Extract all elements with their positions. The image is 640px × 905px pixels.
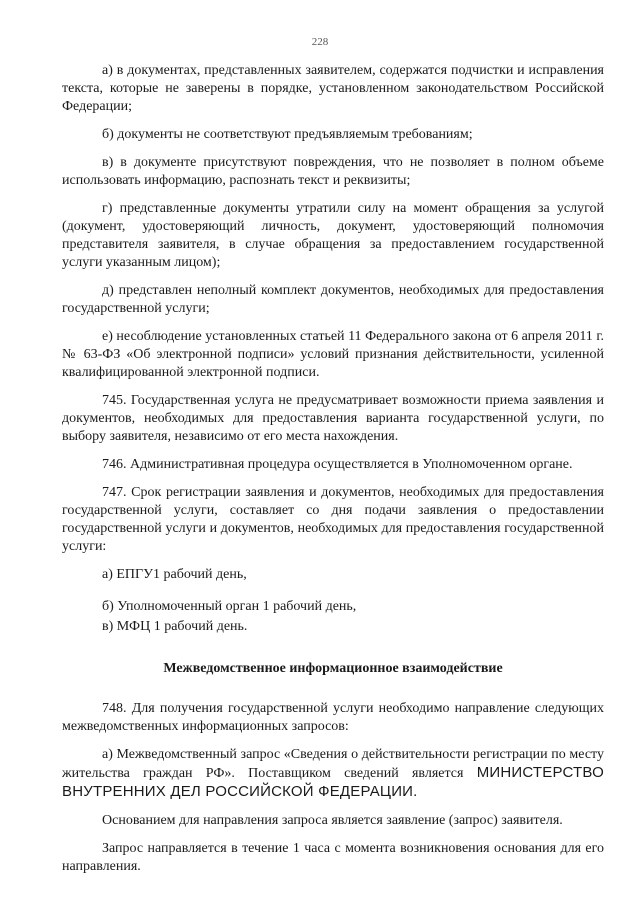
request-basis: Основанием для направления запроса является заявление (запрос) заявителя. (102, 813, 563, 828)
document-body (62, 62, 604, 886)
paragraph-746: 746. Административная процедура осуществляется в Уполномоченном органе. (102, 457, 573, 472)
paragraph-748: 748. Для получения государственной услуги необходимо направление следующих межведомственных информационных запросов: (62, 701, 604, 734)
paragraph-745: 745. Государственная услуга не предусматривает возможности приема заявления и документов, необходимых для предоставления варианта государственной услуги, по выбору заявителя, независимо от его места нахождения. (62, 393, 604, 444)
term-epgu: а) ЕПГУ1 рабочий день, (102, 567, 247, 582)
term-authority: б) Уполномоченный орган 1 рабочий день, (102, 599, 357, 614)
paragraph-item-e: е) несоблюдение установленных статьей 11 Федерального закона от 6 апреля 2011 г. № 63-ФЗ «Об электронной подписи» условий признания действительности, усиленной квалифицированной электронной подписи. (62, 329, 604, 380)
paragraph-item-v: в) в документе присутствуют повреждения, что не позволяет в полном объеме использовать информацию, распознать текст и реквизиты; (62, 155, 604, 188)
request-description: а) Межведомственный запрос «Сведения о действительности регистрации по месту жительства граждан РФ». Поставщиком сведений является (62, 747, 604, 781)
paragraph-item-g: г) представленные документы утратили силу на момент обращения за услугой (документ, удостоверяющий личность, документ, удостоверяющий полномочия представителя заявителя, в случае обращения за предоставлением государственной услуги указанным лицом); (62, 201, 604, 270)
paragraph-747: 747. Срок регистрации заявления и документов, необходимых для предоставления государственной услуги, составляет со дня подачи заявления о предоставлении государственной услуги и документов, необходимых для предоставления государственной услуги: (62, 485, 604, 554)
request-item-a (62, 746, 604, 802)
page-number: 228 (311, 36, 329, 48)
term-mfc: в) МФЦ 1 рабочий день. (102, 619, 248, 634)
paragraph-item-a: а) в документах, представленных заявителем, содержатся подчистки и исправления текста, которые не заверены в порядке, установленном законодательством Российской Федерации; (62, 63, 604, 114)
provider-name: МИНИСТЕРСТВО ВНУТРЕННИХ ДЕЛ РОССИЙСКОЙ ФЕДЕРАЦИИ. (62, 764, 604, 800)
request-timing: Запрос направляется в течение 1 часа с момента возникновения основания для его направления. (62, 841, 604, 874)
paragraph-item-d: д) представлен неполный комплект документов, необходимых для предоставления государственной услуги; (62, 283, 604, 316)
section-heading: Межведомственное информационное взаимодействие (163, 661, 503, 676)
paragraph-item-b: б) документы не соответствуют предъявляемым требованиям; (102, 127, 473, 142)
